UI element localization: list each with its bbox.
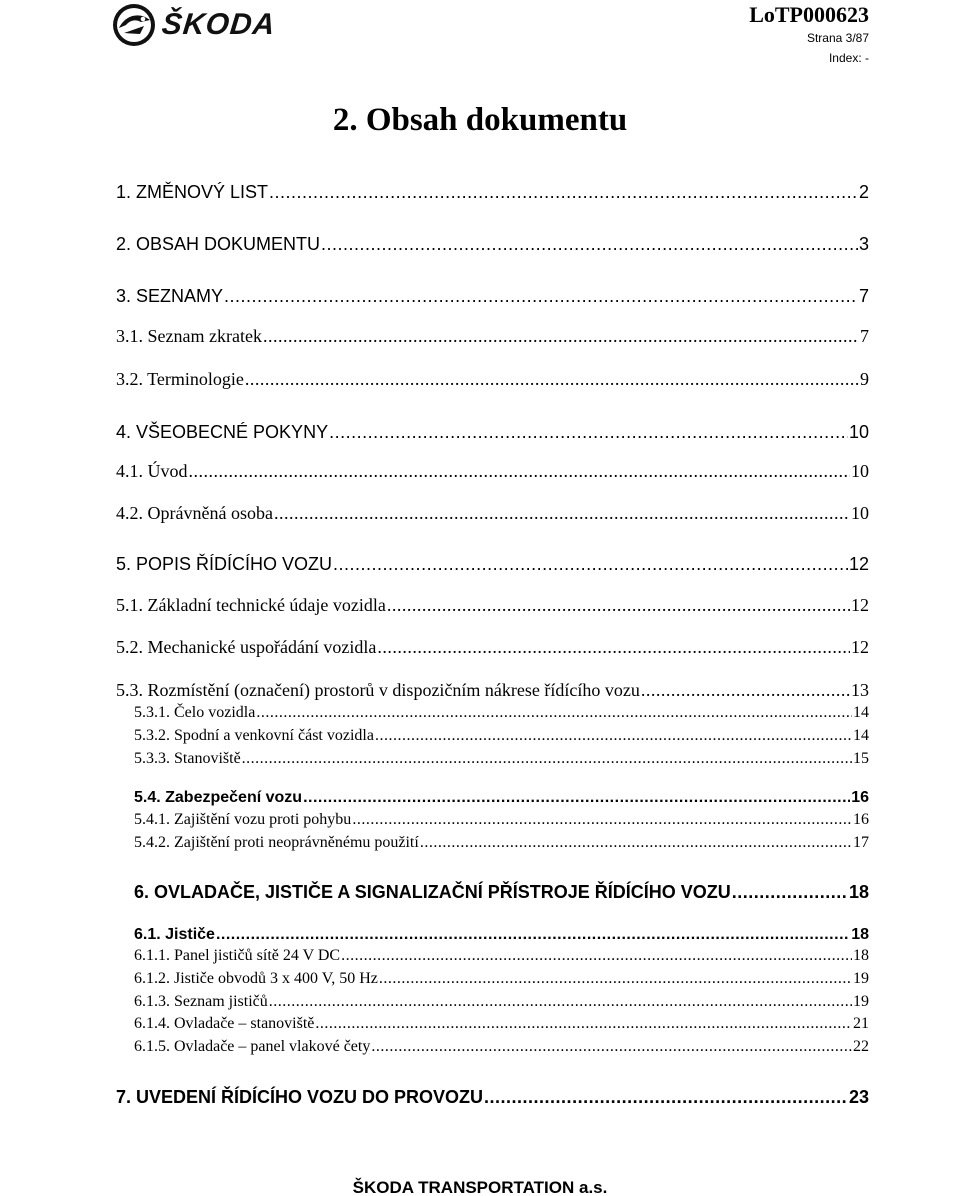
toc-entry-text: 5.2. Mechanické uspořádání vozidla bbox=[116, 637, 377, 657]
toc-leader-dots bbox=[387, 594, 850, 616]
toc-page-number: 14 bbox=[853, 704, 869, 721]
toc-page-number: 14 bbox=[853, 727, 869, 744]
toc-page-number: 18 bbox=[853, 947, 869, 964]
toc-entry-text: 5.3. Rozmístění (označení) prostorů v dispozičním nákrese řídícího vozu bbox=[116, 680, 640, 700]
toc-leader-dots bbox=[371, 1037, 852, 1057]
toc-leader-dots bbox=[352, 810, 852, 830]
toc-page-number: 9 bbox=[860, 369, 869, 389]
toc-page-number: 15 bbox=[853, 750, 869, 767]
toc-page-number: 2 bbox=[858, 182, 869, 202]
toc-page-number: 10 bbox=[851, 461, 869, 481]
toc-entry[interactable] bbox=[116, 679, 869, 701]
toc-entry[interactable] bbox=[116, 233, 869, 255]
toc-entry-text: 5.3.3. Stanoviště bbox=[134, 750, 241, 767]
toc-leader-dots bbox=[341, 946, 852, 966]
toc-leader-dots bbox=[274, 502, 850, 524]
toc-entry[interactable] bbox=[116, 553, 869, 575]
toc-leader-dots bbox=[189, 460, 851, 482]
toc-entry-text: 1. ZMĚNOVÝ LIST bbox=[116, 182, 269, 202]
toc-entry-text: 5.4.2. Zajištění proti neoprávněnému použití bbox=[134, 834, 419, 851]
toc-leader-dots bbox=[420, 833, 852, 853]
toc-entry[interactable] bbox=[116, 460, 869, 482]
toc-leader-dots bbox=[224, 285, 858, 307]
toc-entry-text: 6.1.1. Panel jističů sítě 24 V DC bbox=[134, 947, 341, 964]
toc-leader-dots bbox=[329, 421, 848, 443]
toc-entry-text: 6.1.2. Jističe obvodů 3 x 400 V, 50 Hz bbox=[134, 970, 378, 987]
toc-entry-text: 5.4. Zabezpečení vozu bbox=[134, 789, 303, 806]
toc-entry[interactable] bbox=[116, 636, 869, 658]
toc-entry[interactable] bbox=[134, 946, 869, 966]
toc-entry-text: 6.1.4. Ovladače – stanoviště bbox=[134, 1015, 315, 1032]
toc-leader-dots bbox=[242, 749, 852, 769]
toc-entry[interactable] bbox=[116, 421, 869, 443]
toc-page-number: 7 bbox=[860, 326, 869, 346]
toc-leader-dots bbox=[641, 679, 850, 701]
toc-entry[interactable] bbox=[116, 368, 869, 390]
toc-entry-text: 3.2. Terminologie bbox=[116, 369, 244, 389]
company-footer: ŠKODA TRANSPORTATION a.s. bbox=[352, 1178, 608, 1196]
toc-entry[interactable] bbox=[134, 969, 869, 989]
toc-leader-dots bbox=[377, 636, 850, 658]
toc-entry-text: 3.1. Seznam zkratek bbox=[116, 326, 262, 346]
toc-leader-dots bbox=[256, 703, 852, 723]
toc-entry[interactable] bbox=[134, 788, 869, 808]
toc-entry[interactable] bbox=[116, 1086, 869, 1108]
toc-entry[interactable] bbox=[134, 881, 869, 903]
toc-entry[interactable] bbox=[116, 594, 869, 616]
toc-entry[interactable] bbox=[116, 181, 869, 203]
toc-page-number: 16 bbox=[851, 789, 869, 806]
toc-page-number: 21 bbox=[853, 1015, 869, 1032]
toc-leader-dots bbox=[484, 1086, 848, 1108]
toc-page-number: 16 bbox=[853, 811, 869, 828]
document-id: LoTP000623 bbox=[749, 2, 869, 27]
toc-page-number: 13 bbox=[851, 680, 869, 700]
toc-entry[interactable] bbox=[134, 703, 869, 723]
toc-entry-text: 6.1. Jističe bbox=[134, 926, 215, 943]
toc-entry-text: 6.1.5. Ovladače – panel vlakové čety bbox=[134, 1038, 371, 1055]
toc-page-number: 10 bbox=[851, 503, 869, 523]
toc-page-number: 18 bbox=[848, 882, 869, 902]
toc-entry-text: 4.1. Úvod bbox=[116, 461, 188, 481]
page-title: 2. Obsah dokumentu bbox=[332, 102, 628, 138]
toc-entry-text: 5.3.2. Spodní a venkovní část vozidla bbox=[134, 727, 374, 744]
page-number: Strana 3/87 bbox=[806, 31, 869, 45]
toc-entry[interactable] bbox=[134, 925, 869, 945]
toc-entry-text: 4.2. Oprávněná osoba bbox=[116, 503, 273, 523]
toc-page-number: 7 bbox=[858, 286, 869, 306]
toc-entry-text: 5.4.1. Zajištění vozu proti pohybu bbox=[134, 811, 352, 828]
logo-text: ŠKODA bbox=[160, 8, 278, 41]
toc-entry[interactable] bbox=[134, 749, 869, 769]
toc-leader-dots bbox=[269, 992, 852, 1012]
toc-leader-dots bbox=[333, 553, 848, 575]
toc-entry[interactable] bbox=[134, 726, 869, 746]
toc-page-number: 22 bbox=[853, 1038, 869, 1055]
toc-page-number: 3 bbox=[858, 234, 869, 254]
toc-leader-dots bbox=[303, 788, 850, 808]
toc-entry[interactable] bbox=[116, 502, 869, 524]
toc-leader-dots bbox=[315, 1014, 852, 1034]
toc-leader-dots bbox=[379, 969, 852, 989]
toc-leader-dots bbox=[216, 925, 850, 945]
toc-leader-dots bbox=[269, 181, 858, 203]
toc-page-number: 12 bbox=[851, 595, 869, 615]
toc-entry[interactable] bbox=[116, 325, 869, 347]
toc-entry-text: 4. VŠEOBECNÉ POKYNY bbox=[116, 422, 329, 442]
document-index: Index: - bbox=[828, 51, 869, 65]
toc-entry[interactable] bbox=[134, 810, 869, 830]
toc-entry[interactable] bbox=[134, 1037, 869, 1057]
toc-entry[interactable] bbox=[134, 833, 869, 853]
toc-page-number: 12 bbox=[851, 637, 869, 657]
toc-entry-text: 5. POPIS ŘÍDÍCÍHO VOZU bbox=[116, 554, 333, 574]
toc-page-number: 19 bbox=[853, 970, 869, 987]
toc-page-number: 12 bbox=[848, 554, 869, 574]
toc-entry[interactable] bbox=[134, 1014, 869, 1034]
toc-page-number: 23 bbox=[848, 1087, 869, 1107]
toc-leader-dots bbox=[375, 726, 852, 746]
toc-entry-text: 3. SEZNAMY bbox=[116, 286, 224, 306]
toc-leader-dots bbox=[732, 881, 848, 903]
toc-entry-text: 5.3.1. Čelo vozidla bbox=[134, 704, 256, 721]
toc-leader-dots bbox=[245, 368, 859, 390]
toc-entry-text: 7. UVEDENÍ ŘÍDÍCÍHO VOZU DO PROVOZU bbox=[116, 1087, 484, 1107]
toc-leader-dots bbox=[321, 233, 858, 255]
toc-entry-text: 6. OVLADAČE, JISTIČE A SIGNALIZAČNÍ PŘÍSTROJE ŘÍDÍCÍHO VOZU bbox=[134, 882, 731, 902]
toc-page-number: 17 bbox=[853, 834, 869, 851]
toc-page-number: 19 bbox=[853, 993, 869, 1010]
toc-page-number: 18 bbox=[851, 926, 869, 943]
toc-page-number: 10 bbox=[848, 422, 869, 442]
toc-entry-text: 6.1.3. Seznam jističů bbox=[134, 993, 268, 1010]
toc-entry[interactable] bbox=[134, 992, 869, 1012]
toc-entry[interactable] bbox=[116, 285, 869, 307]
toc-leader-dots bbox=[263, 325, 859, 347]
toc-entry-text: 2. OBSAH DOKUMENTU bbox=[116, 234, 321, 254]
toc-entry-text: 5.1. Základní technické údaje vozidla bbox=[116, 595, 386, 615]
